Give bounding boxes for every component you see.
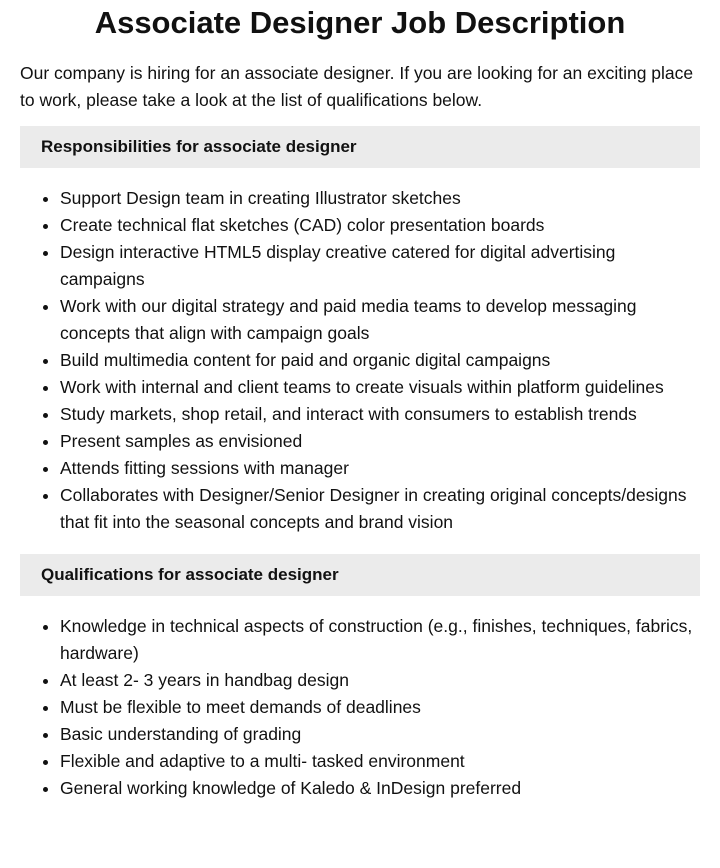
intro-text: Our company is hiring for an associate designer. If you are looking for an exciting place to work, please take a look at the list of qualifications below.	[20, 63, 694, 110]
list-item: • Attends fitting sessions with manager	[60, 455, 700, 482]
list-item: • Flexible and adaptive to a multi- tasked environment	[60, 748, 700, 775]
list-item: • Knowledge in technical aspects of construction (e.g., finishes, techniques, fabrics, hardware)	[60, 613, 700, 667]
list-item: • Basic understanding of grading	[60, 721, 700, 748]
list-item: • Work with internal and client teams to create visuals within platform guidelines	[60, 374, 700, 401]
responsibilities-heading: Responsibilities for associate designer	[20, 126, 700, 168]
list-item: • Present samples as envisioned	[60, 428, 700, 455]
list-item: • Build multimedia content for paid and organic digital campaigns	[60, 347, 700, 374]
qualifications-list	[20, 613, 700, 802]
responsibilities-list	[20, 185, 700, 536]
list-item: • Study markets, shop retail, and interact with consumers to establish trends	[60, 401, 700, 428]
list-item: • Must be flexible to meet demands of deadlines	[60, 694, 700, 721]
qualifications-heading: Qualifications for associate designer	[20, 554, 700, 596]
list-item: • At least 2- 3 years in handbag design	[60, 667, 700, 694]
list-item: • Design interactive HTML5 display creative catered for digital advertising campaigns	[60, 239, 700, 293]
list-item: • Create technical flat sketches (CAD) color presentation boards	[60, 212, 700, 239]
list-item: • Support Design team in creating Illustrator sketches	[60, 185, 700, 212]
list-item: • Collaborates with Designer/Senior Designer in creating original concepts/designs that fit into the seasonal concepts and brand vision	[60, 482, 700, 536]
page-title: Associate Designer Job Description	[94, 5, 626, 40]
list-item: • General working knowledge of Kaledo & InDesign preferred	[60, 775, 700, 802]
list-item: • Work with our digital strategy and paid media teams to develop messaging concepts that align with campaign goals	[60, 293, 700, 347]
